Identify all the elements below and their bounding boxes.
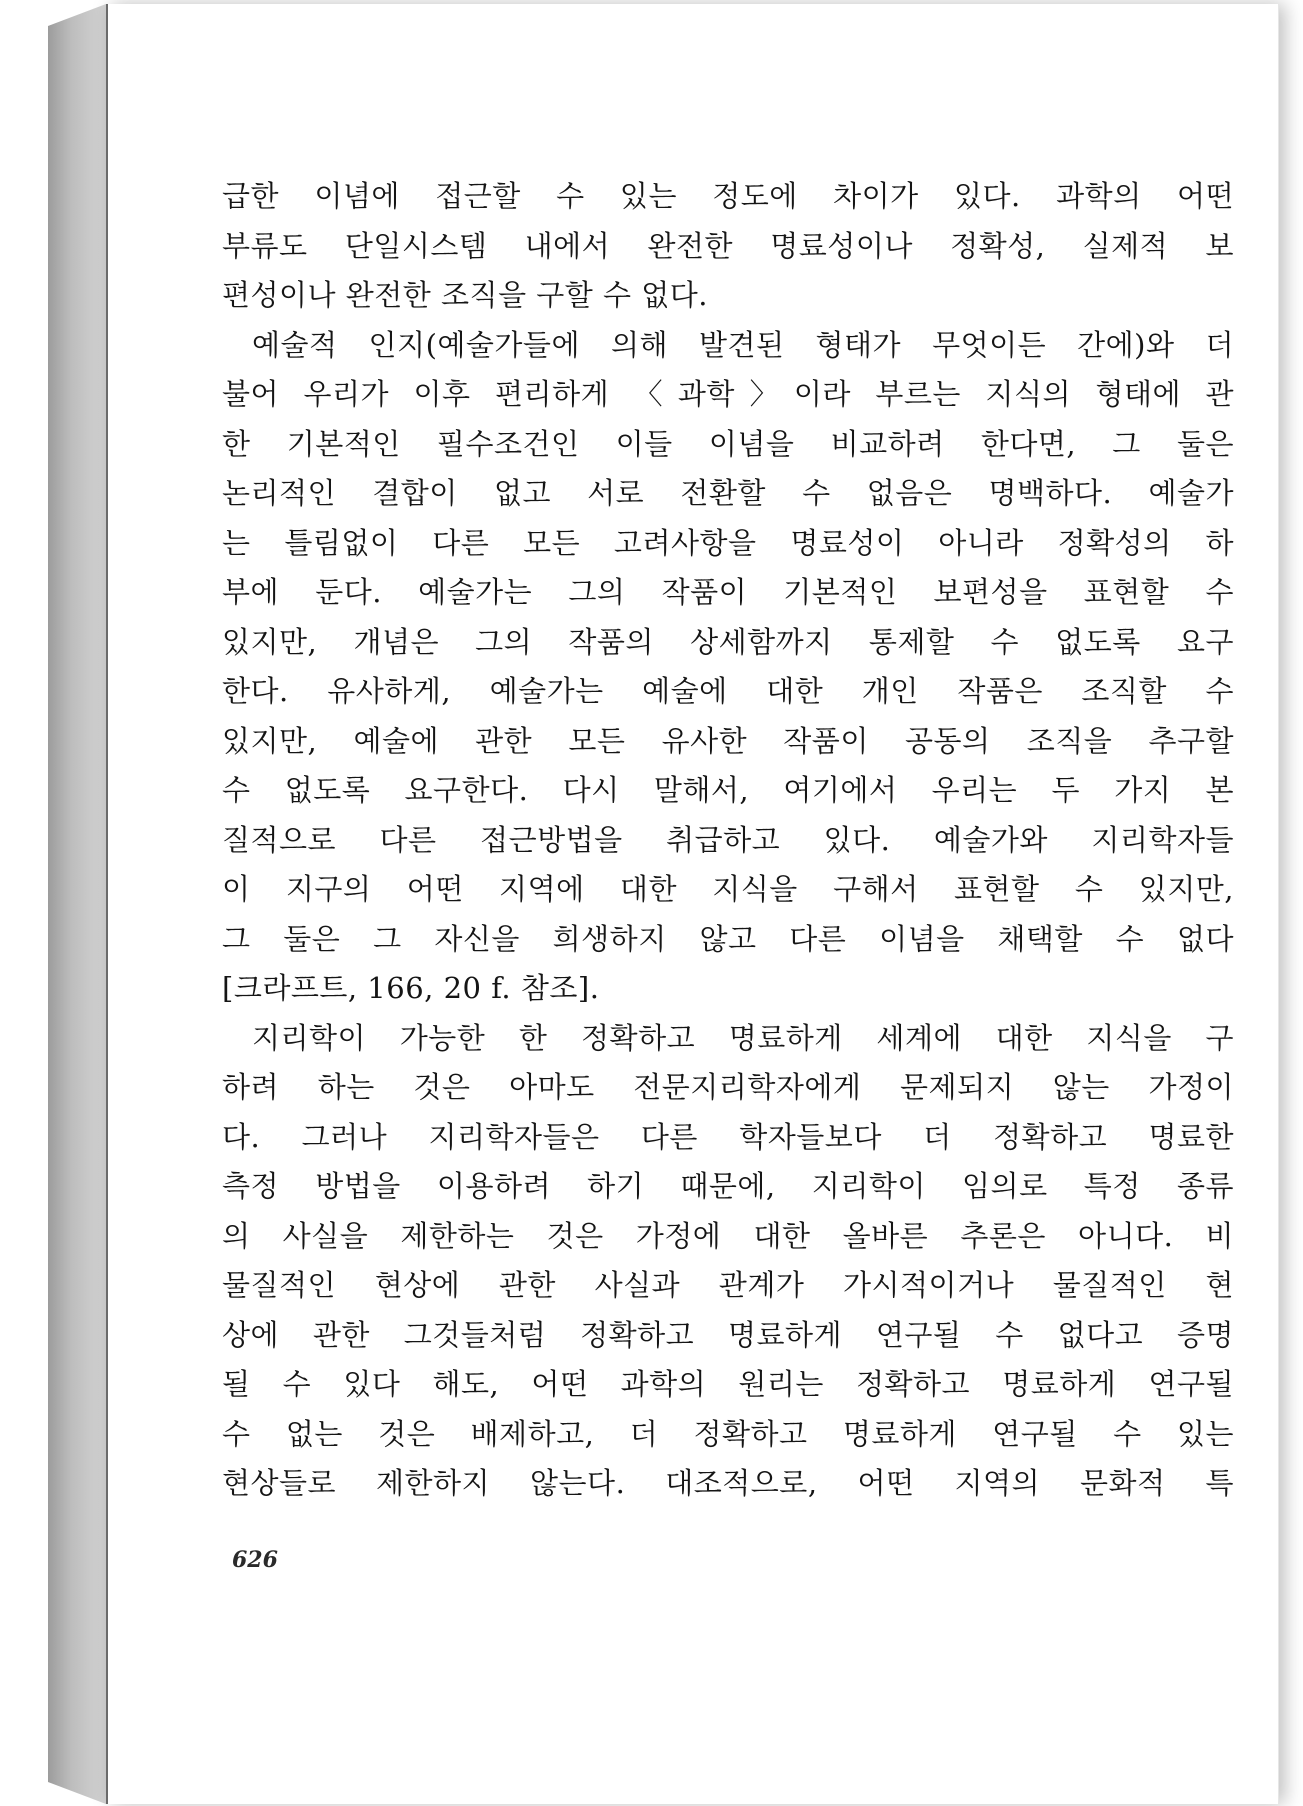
- text-line: 그 둘은 그 자신을 희생하지 않고 다른 이념을 채택할 수 없다: [222, 921, 1234, 956]
- text-line: 있지만, 개념은 그의 작품의 상세함까지 통제할 수 없도록 요구: [222, 624, 1234, 659]
- text-line: 현상들로 제한하지 않는다. 대조적으로, 어떤 지역의 문화적 특: [222, 1466, 1234, 1500]
- text-line: 급한 이념에 접근할 수 있는 정도에 차이가 있다. 과학의 어떤: [222, 179, 1234, 213]
- text-line: 있지만, 예술에 관한 모든 유사한 작품이 공동의 조직을 추구할: [222, 723, 1234, 758]
- body-text: [222, 172, 1234, 1509]
- text-line: 다. 그러나 지리학자들은 다른 학자들보다 더 정확하고 명료한: [222, 1119, 1234, 1154]
- text-line: 부에 둔다. 예술가는 그의 작품이 기본적인 보편성을 표현할 수: [222, 575, 1234, 609]
- text-line: 하려 하는 것은 아마도 전문지리학자에게 문제되지 않는 가정이: [222, 1070, 1234, 1104]
- text-line: 측정 방법을 이용하려 하기 때문에, 지리학이 임의로 특정 종류: [222, 1169, 1234, 1203]
- text-line: 상에 관한 그것들처럼 정확하고 명료하게 연구될 수 없다고 증명: [222, 1317, 1234, 1352]
- text-line: 는 틀림없이 다른 모든 고려사항을 명료성이 아니라 정확성의 하: [222, 525, 1234, 560]
- text-line: 한 기본적인 필수조건인 이들 이념을 비교하려 한다면, 그 둘은: [222, 426, 1234, 461]
- page-number: 626: [232, 1547, 278, 1573]
- text-line: 수 없도록 요구한다. 다시 말해서, 여기에서 우리는 두 가지 본: [222, 773, 1234, 807]
- text-line: 부류도 단일시스템 내에서 완전한 명료성이나 정확성, 실제적 보: [222, 228, 1234, 263]
- text-line: 지리학이 가능한 한 정확하고 명료하게 세계에 대한 지식을 구: [252, 1020, 1234, 1055]
- text-line: 물질적인 현상에 관한 사실과 관계가 가시적이거나 물질적인 현: [222, 1268, 1234, 1302]
- text-line: 의 사실을 제한하는 것은 가정에 대한 올바른 추론은 아니다. 비: [222, 1218, 1234, 1253]
- text-line: [크라프트, 166, 20 f. 참조].: [222, 971, 600, 1005]
- text-line: 예술적 인지(예술가들에 의해 발견된 형태가 무엇이든 간에)와 더: [252, 327, 1234, 362]
- text-line: 이 지구의 어떤 지역에 대한 지식을 구해서 표현할 수 있지만,: [222, 872, 1234, 906]
- text-line: 불어 우리가 이후 편리하게 〈과학〉이라 부르는 지식의 형태에 관: [222, 377, 1234, 411]
- book-page: [106, 4, 1279, 1804]
- text-line: 한다. 유사하게, 예술가는 예술에 대한 개인 작품은 조직할 수: [222, 674, 1234, 708]
- text-line: 편성이나 완전한 조직을 구할 수 없다.: [222, 278, 709, 312]
- text-line: 될 수 있다 해도, 어떤 과학의 원리는 정확하고 명료하게 연구될: [222, 1367, 1234, 1401]
- text-line: 수 없는 것은 배제하고, 더 정확하고 명료하게 연구될 수 있는: [222, 1416, 1234, 1451]
- text-line: 논리적인 결합이 없고 서로 전환할 수 없음은 명백하다. 예술가: [222, 476, 1234, 510]
- text-line: 질적으로 다른 접근방법을 취급하고 있다. 예술가와 지리학자들: [222, 822, 1234, 857]
- book-spine-edge: [48, 4, 106, 1804]
